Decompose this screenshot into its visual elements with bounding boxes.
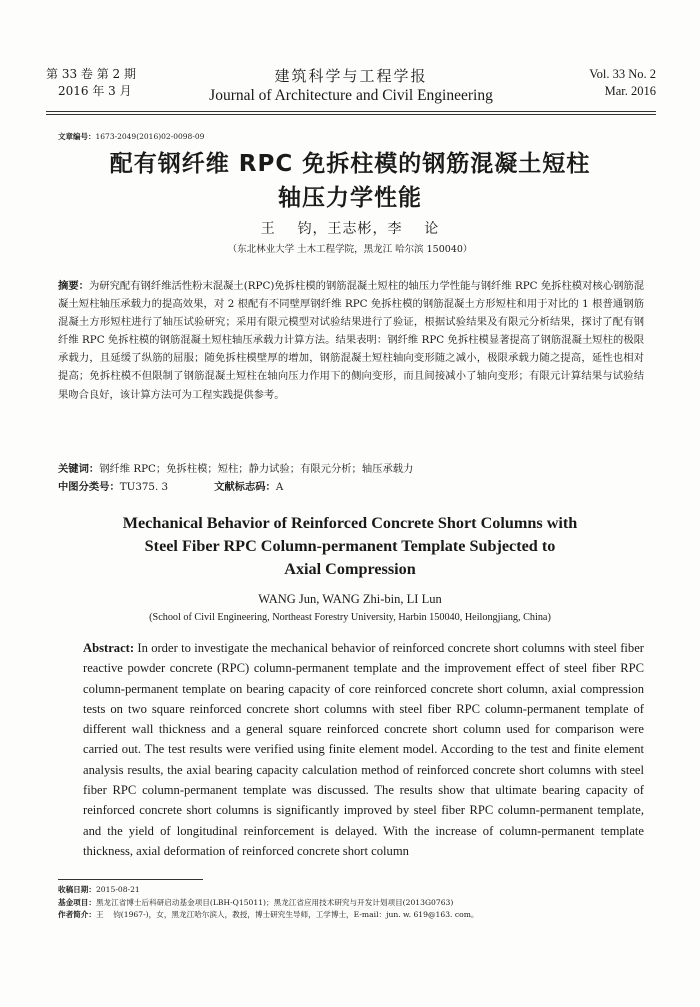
footnote-rule [58, 879, 203, 880]
title-cn-line2: 轴压力学性能 [278, 185, 422, 211]
abstract-cn-text: 为研究配有钢纤维活性粉末混凝土(RPC)免拆柱模的钢筋混凝土短柱的轴压力学性能与钢纤维 RPC 免拆柱模对核心钢筋混凝土短柱轴压承载力的提高效果，对 2 根配有不同壁厚钢纤维 RPC 免拆柱模的钢筋混凝土方形短柱和用于对比的 1 根普通钢筋混凝土方形短柱进行了轴压试验研究；采用有限元模型对试验结果进行了验证，根据试验结果及有限元分析结果，探讨了配有钢纤维 RPC 免拆柱模的钢筋混凝土短柱轴压承载力计算方法。结果表明：钢纤维 RPC 免拆柱模显著提高了钢筋混凝土短柱的极限承载力，且延缓了纵筋的屈服；随免拆柱模壁厚的增加，钢筋混凝土短柱轴向变形随之减小，极限承载力随之提高，延性也相对提高；免拆柱模不但限制了钢筋混凝土短柱在轴向压力作用下的侧向变形，而且间接减小了轴向变形；有限元计算结果与试验结果吻合良好，该计算方法可为工程实践提供参考。 [58, 280, 645, 401]
issue-info-en [589, 66, 656, 100]
title-en-line2: Steel Fiber RPC Column-permanent Template Subjected to [144, 537, 556, 555]
running-header [46, 66, 656, 112]
received-date [58, 884, 644, 897]
volume-issue: 第 33 卷 第 2 期 [46, 67, 136, 81]
title-en [0, 512, 700, 581]
journal-name-cn: 建筑科学与工程学报 [274, 67, 428, 85]
abstract-en-text: In order to investigate the mechanical behavior of reinforced concrete short columns with steel fiber reactive powder concrete (RPC) column-permanent template and the improvement effect of steel fiber RPC column-permanent template on bearing capacity of core reinforced concrete short column, axial compression tests on two square reinforced concrete short columns with steel fiber RPC column-permanent template of different wall thickness and a general square reinforced concrete short column used for comparison were carried out. The test results were verified using finite element model. According to the test and finite element analysis results, the axial bearing capacity calculation method of reinforced concrete short columns with steel fiber RPC column-permanent template was discussed. The results show that ultimate bearing capacity of reinforced concrete short columns is significantly improved by steel fiber RPC column-permanent template, and the yield of longitudinal reinforcement is delayed. With the increase of column-permanent template thickness, axial deformation of reinforced concrete short column [83, 641, 644, 858]
header-rule-thin [46, 114, 656, 115]
received-value: 2015-08-21 [95, 885, 140, 894]
fund [58, 897, 644, 910]
affiliation-cn: （东北林业大学 土木工程学院，黑龙江 哈尔滨 150040） [227, 244, 473, 255]
journal-name [46, 66, 656, 106]
abstract-en [83, 638, 644, 861]
clc-label: 中图分类号： [58, 481, 120, 493]
authors-cn: 王 钧，王志彬，李 论 [260, 221, 440, 237]
author-bio [58, 909, 644, 922]
doc-code-value: A [275, 481, 284, 493]
received-label: 收稿日期： [58, 885, 96, 894]
keywords [58, 460, 644, 478]
author-bio-value: 王 钧(1967-)，女，黑龙江哈尔滨人，教授，博士研究生导师，工学博士，E-mail：jun. w. 619@163. com。 [95, 910, 479, 919]
clc-value: TU375. 3 [119, 481, 169, 493]
abstract-en-label: Abstract: [83, 641, 135, 655]
volume-issue-en: Vol. 33 No. 2 [589, 67, 656, 81]
article-number [58, 131, 204, 142]
title-en-line1: Mechanical Behavior of Reinforced Concrete Short Columns with [122, 514, 578, 532]
fund-label: 基金项目： [58, 897, 96, 907]
article-number-value: 1673-2049(2016)02-0098-09 [95, 132, 205, 141]
affiliation-en: (School of Civil Engineering, Northeast Forestry University, Harbin 150040, Heilongjiang, China) [149, 612, 551, 623]
title-cn [0, 147, 700, 215]
issue-date-en: Mar. 2016 [604, 84, 656, 98]
abstract-cn [58, 277, 644, 404]
keywords-text: 钢纤维 RPC；免拆柱模；短柱；静力试验；有限元分析；轴压承载力 [99, 463, 414, 475]
classification [58, 478, 283, 496]
journal-name-en: Journal of Architecture and Civil Engineering [209, 87, 493, 104]
abstract-cn-label: 摘要： [58, 280, 89, 292]
header-rule [46, 111, 656, 112]
fund-value: 黑龙江省博士后科研启动基金项目(LBH-Q15011)；黑龙江省应用技术研究与开发计划项目(2013G0763) [95, 897, 454, 907]
keywords-label: 关键词： [58, 463, 100, 475]
authors-en: WANG Jun, WANG Zhi-bin, LI Lun [258, 592, 442, 606]
title-cn-line1: 配有钢纤维 RPC 免拆柱模的钢筋混凝土短柱 [109, 151, 591, 177]
footnotes [58, 884, 644, 922]
author-bio-label: 作者简介： [58, 910, 96, 919]
title-en-line3: Axial Compression [284, 560, 416, 578]
article-number-label: 文章编号： [58, 132, 96, 141]
issue-date: 2016 年 3 月 [58, 84, 132, 98]
doc-code-label: 文献标志码： [214, 481, 276, 493]
